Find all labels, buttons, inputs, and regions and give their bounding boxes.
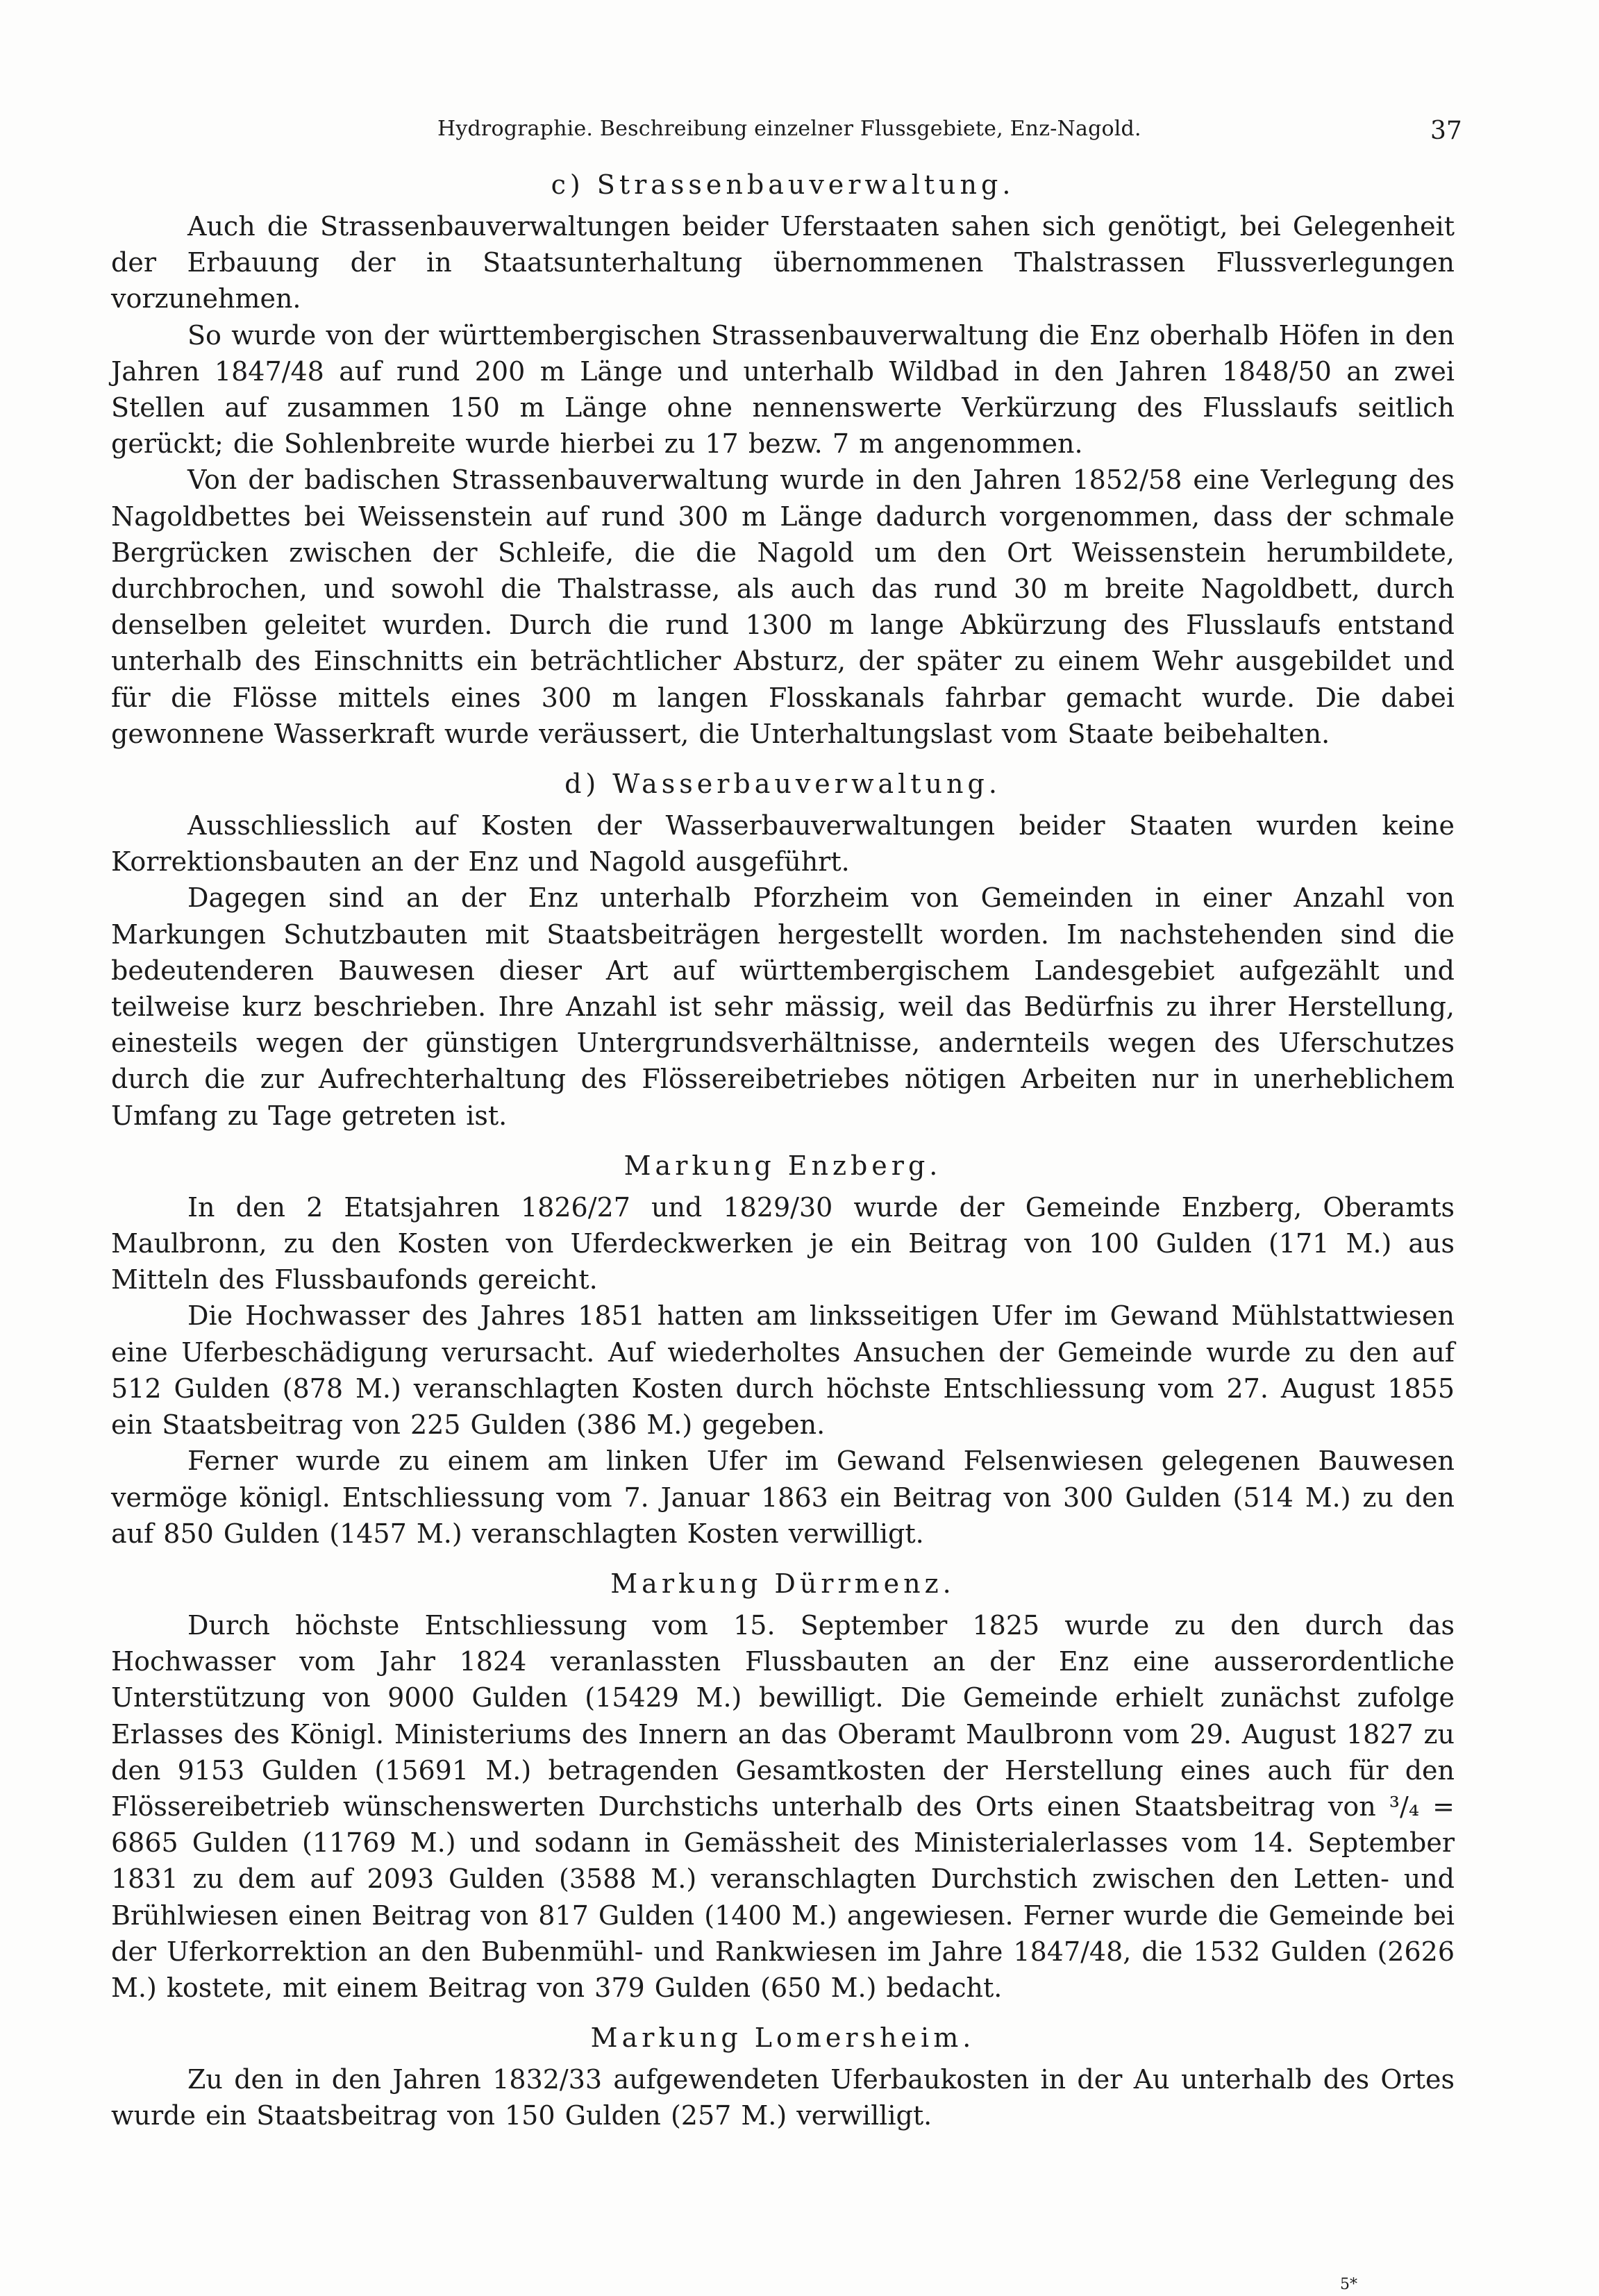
section-heading: Markung Dürrmenz. — [610, 1568, 955, 1599]
section-wasserbauverwaltung — [111, 766, 1455, 1134]
paragraph: Durch höchste Entschliessung vom 15. September 1825 wurde zu den durch das Hochwasser vom Jahr 1824 veranlassten Flussbauten an der Enz eine ausserordentliche Unterstützung von 9000 Gulden (15429 M.) bewilligt. Die Gemeinde erhielt zunächst zufolge Erlasses des Königl. Ministeriums des Innern an das Oberamt Maulbronn vom 29. August 1827 zu den 9153 Gulden (15691 M.) betragenden Gesamtkosten der Herstellung eines auch für den Flössereibetrieb wünschenswerten Durchstichs unterhalb des Orts einen Staatsbeitrag von ³/₄ = 6865 Gulden (11769 M.) und sodann in Gemässheit des Ministerialerlasses vom 14. September 1831 zu dem auf 2093 Gulden (3588 M.) veranschlagten Durchstich zwischen den Letten- und Brühlwiesen einen Beitrag von 817 Gulden (1400 M.) angewiesen. Ferner wurde die Gemeinde bei der Uferkorrektion an den Bubenmühl- und Rankwiesen im Jahre 1847/48, die 1532 Gulden (2626 M.) kostete, mit einem Beitrag von 379 Gulden (650 M.) bedacht. — [111, 1609, 1455, 2003]
paragraph: Dagegen sind an der Enz unterhalb Pforzheim von Gemeinden in einer Anzahl von Markungen Schutzbauten mit Staatsbeiträgen hergestellt worden. Im nachstehenden sind die bedeutenderen Bauwesen dieser Art auf württembergischem Landesgebiet aufgezählt und teilweise kurz beschrieben. Ihre Anzahl ist sehr mässig, weil das Bedürfnis zu ihrer Herstellung, einesteils wegen der günstigen Untergrundsverhältnisse, andernteils wegen des Uferschutzes durch die zur Aufrechterhaltung des Flössereibetriebes nötigen Arbeiten nur in unerheblichem Umfang zu Tage getreten ist. — [111, 882, 1455, 1131]
paragraph: Ferner wurde zu einem am linken Ufer im Gewand Felsenwiesen gelegenen Bauwesen vermöge königl. Entschliessung vom 7. Januar 1863 ein Beitrag von 300 Gulden (514 M.) zu den auf 850 Gulden (1457 M.) veranschlagten Kosten verwilligt. — [111, 1446, 1455, 1549]
document-body — [111, 167, 1455, 2134]
paragraph: So wurde von der württembergischen Strassenbauverwaltung die Enz oberhalb Höfen in den Jahren 1847/48 auf rund 200 m Länge und unterhalb Wildbad in den Jahren 1848/50 an zwei Stellen auf zusammen 150 m Länge ohne nennenswerte Verkürzung des Flusslaufs seitlich gerückt; die Sohlenbreite wurde hierbei zu 17 bezw. 7 m angenommen. — [111, 319, 1455, 460]
section-strassenbauverwaltung — [111, 167, 1455, 752]
paragraph: Zu den in den Jahren 1832/33 aufgewendeten Uferbaukosten in der Au unterhalb des Ortes wurde ein Staatsbeitrag von 150 Gulden (257 M.) verwilligt. — [111, 2064, 1455, 2131]
section-markung-duerrmenz — [111, 1566, 1455, 2006]
section-markung-lomersheim — [111, 2020, 1455, 2134]
paragraph: Ausschliesslich auf Kosten der Wasserbauverwaltungen beider Staaten wurden keine Korrektionsbauten an der Enz und Nagold ausgeführt. — [111, 810, 1455, 878]
signature-mark: 5* — [1340, 2276, 1357, 2293]
section-heading: Markung Enzberg. — [623, 1150, 942, 1181]
section-heading: Markung Lomersheim. — [590, 2022, 976, 2054]
section-heading: d) Wasserbauverwaltung. — [564, 769, 1001, 800]
paragraph: Die Hochwasser des Jahres 1851 hatten am linksseitigen Ufer im Gewand Mühlstattwiesen eine Uferbeschädigung verursacht. Auf wiederholtes Ansuchen der Gemeinde wurde zu den auf 512 Gulden (878 M.) veranschlagten Kosten durch höchste Entschliessung vom 27. August 1855 ein Staatsbeitrag von 225 Gulden (386 M.) gegeben. — [111, 1300, 1455, 1441]
section-heading: c) Strassenbauverwaltung. — [551, 169, 1015, 200]
paragraph: In den 2 Etatsjahren 1826/27 und 1829/30 wurde der Gemeinde Enzberg, Oberamts Maulbronn, zu den Kosten von Uferdeckwerken je ein Beitrag von 100 Gulden (171 M.) aus Mitteln des Flussbaufonds gereicht. — [111, 1191, 1455, 1296]
page-number: 37 — [1430, 117, 1462, 145]
running-head: Hydrographie. Beschreibung einzelner Flussgebiete, Enz-Nagold. — [437, 117, 1141, 141]
section-markung-enzberg — [111, 1148, 1455, 1552]
paragraph: Von der badischen Strassenbauverwaltung wurde in den Jahren 1852/58 eine Verlegung des Nagoldbettes bei Weissenstein auf rund 300 m Länge dadurch vorgenommen, dass der schmale Bergrücken zwischen der Schleife, die die Nagold um den Ort Weissenstein herumbildete, durchbrochen, und sowohl die Thalstrasse, als auch das rund 30 m breite Nagoldbett, durch denselben geleitet wurden. Durch die rund 1300 m lange Abkürzung des Flusslaufs entstand unterhalb des Einschnitts ein beträchtlicher Absturz, der später zu einem Wehr ausgebildet und für die Flösse mittels eines 300 m langen Flosskanals fahrbar gemacht wurde. Die dabei gewonnene Wasserkraft wurde veräussert, die Unterhaltungslast vom Staate beibehalten. — [111, 464, 1455, 749]
paragraph: Auch die Strassenbauverwaltungen beider Uferstaaten sahen sich genötigt, bei Gelegenheit der Erbauung der in Staatsunterhaltung übernommenen Thalstrassen Flussverlegungen vorzunehmen. — [111, 211, 1455, 315]
